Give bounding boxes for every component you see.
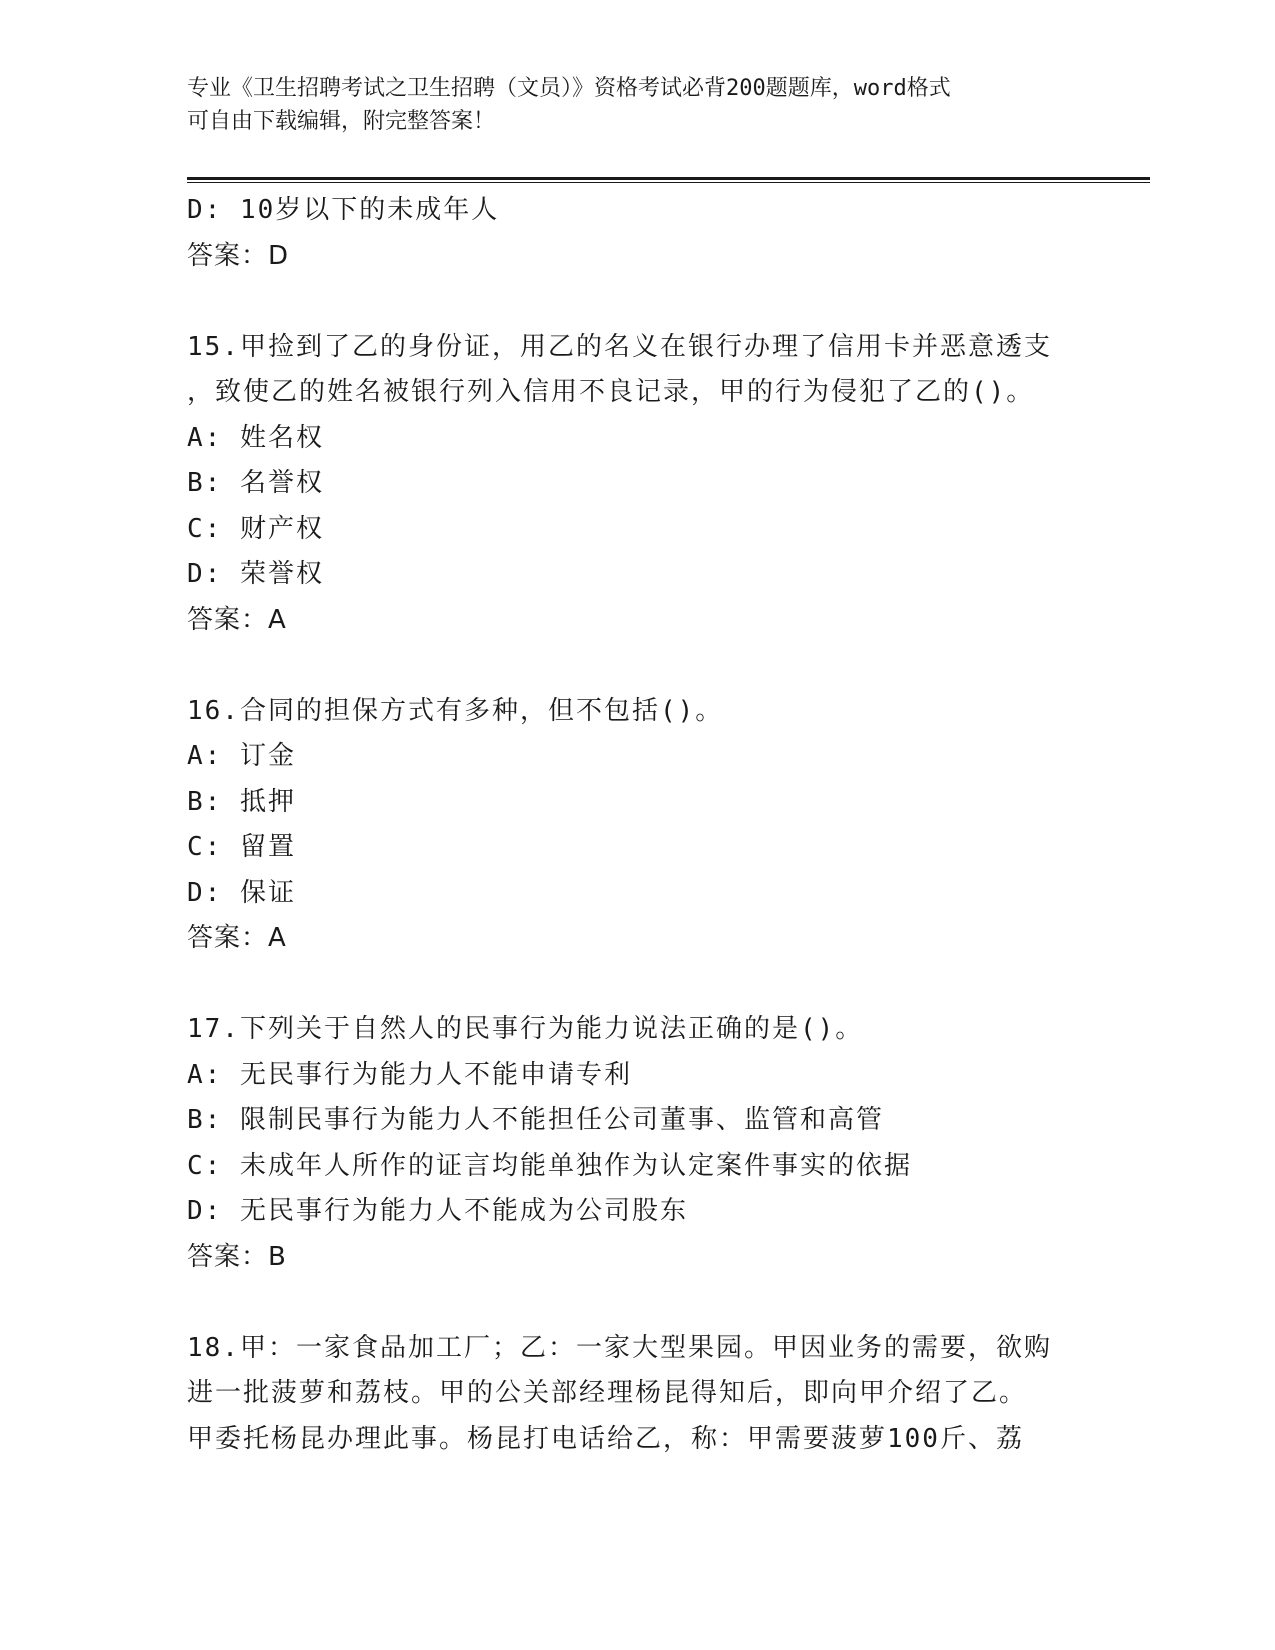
question-16 <box>187 689 1087 962</box>
answer-line: 答案：A <box>187 923 287 953</box>
option-d: D: 荣誉权 <box>187 559 324 589</box>
question-stem: 17.下列关于自然人的民事行为能力说法正确的是()。 <box>187 1014 864 1044</box>
prev-question-block <box>187 188 1087 279</box>
option-b: B: 限制民事行为能力人不能担任公司董事、监管和高管 <box>187 1105 884 1135</box>
option-d: D: 保证 <box>187 877 296 908</box>
page-header <box>187 72 1067 138</box>
question-stem: 进一批菠萝和荔枝。甲的公关部经理杨昆得知后，即向甲介绍了乙。 <box>187 1378 1028 1408</box>
header-line-2: 可自由下载编辑，附完整答案！ <box>187 109 496 134</box>
option-a: A: 无民事行为能力人不能申请专利 <box>187 1059 632 1090</box>
option-b: B: 名誉权 <box>187 468 324 498</box>
option-c: C: 未成年人所作的证言均能单独作为认定案件事实的依据 <box>187 1150 912 1181</box>
header-divider <box>187 177 1150 180</box>
option-a: A: 姓名权 <box>187 422 324 453</box>
question-stem: 甲委托杨昆办理此事。杨昆打电话给乙，称：甲需要菠萝100斤、荔 <box>187 1423 1024 1454</box>
question-stem: 16.合同的担保方式有多种，但不包括()。 <box>187 695 724 726</box>
header-line-1: 专业《卫生招聘考试之卫生招聘（文员）》资格考试必背200题题库，word格式 <box>187 76 951 101</box>
question-15 <box>187 325 1087 644</box>
option-b: B: 抵押 <box>187 786 296 817</box>
header-divider-thin <box>187 182 1150 183</box>
answer-line: 答案：B <box>187 1241 287 1272</box>
option-d: D: 10岁以下的未成年人 <box>187 195 500 225</box>
question-stem: ，致使乙的姓名被银行列入信用不良记录，甲的行为侵犯了乙的()。 <box>187 377 1035 407</box>
question-stem: 18.甲：一家食品加工厂；乙：一家大型果园。甲因业务的需要，欲购 <box>187 1332 1052 1363</box>
option-d: D: 无民事行为能力人不能成为公司股东 <box>187 1196 688 1226</box>
answer-line: 答案：A <box>187 604 287 635</box>
question-18 <box>187 1326 1087 1463</box>
option-c: C: 财产权 <box>187 513 324 544</box>
document-body <box>187 188 1087 1462</box>
answer-line: 答案：D <box>187 240 290 271</box>
option-a: A: 订金 <box>187 741 296 771</box>
option-c: C: 留置 <box>187 832 296 862</box>
question-stem: 15.甲捡到了乙的身份证，用乙的名义在银行办理了信用卡并恶意透支 <box>187 331 1052 362</box>
question-17 <box>187 1007 1087 1280</box>
